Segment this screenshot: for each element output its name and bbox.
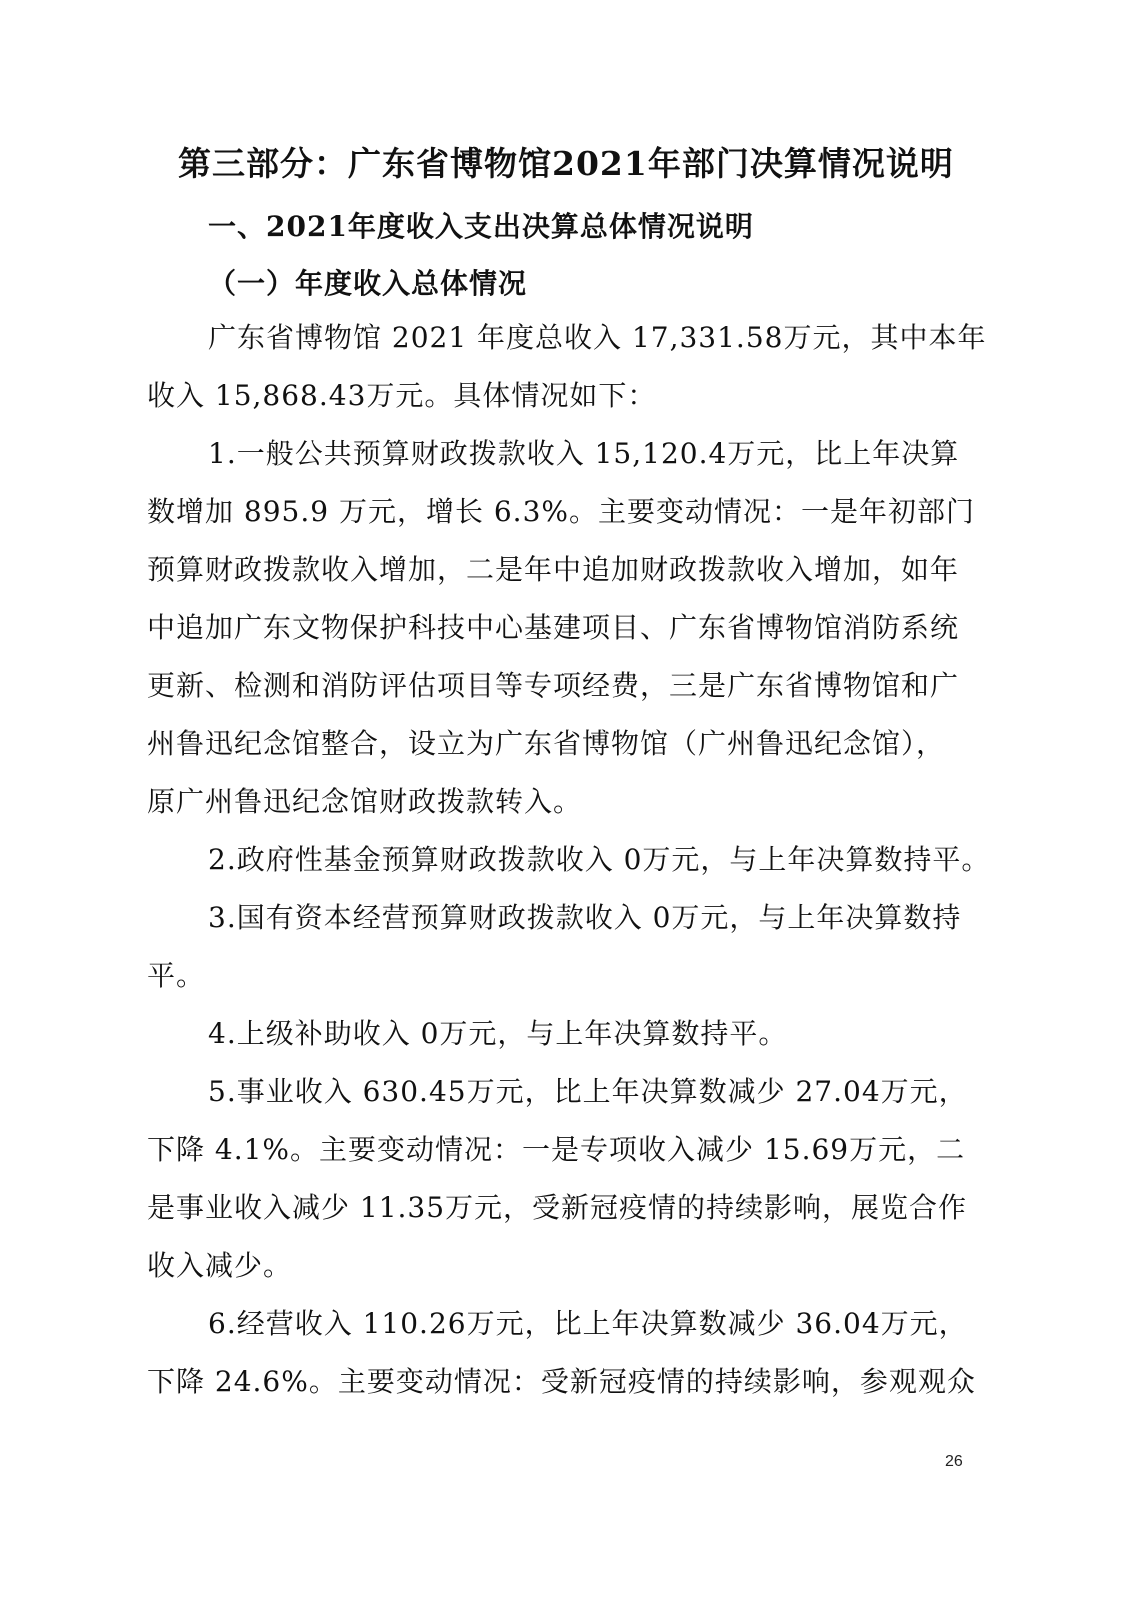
paragraph-line: 2.政府性基金预算财政拨款收入 0万元，与上年决算数持平。 bbox=[208, 843, 991, 876]
section-heading: 一、2021年度收入支出决算总体情况说明 bbox=[208, 210, 754, 243]
subsection-heading: （一）年度收入总体情况 bbox=[208, 267, 528, 300]
paragraph-line: 5.事业收入 630.45万元，比上年决算数减少 27.04万元， bbox=[208, 1075, 968, 1108]
page-number: 26 bbox=[945, 1453, 963, 1470]
document-title: 第三部分：广东省博物馆2021年部门决算情况说明 bbox=[178, 144, 954, 183]
paragraph-line: 中追加广东文物保护科技中心基建项目、广东省博物馆消防系统 bbox=[147, 611, 960, 644]
paragraph-line: 州鲁迅纪念馆整合，设立为广东省博物馆（广州鲁迅纪念馆）， bbox=[147, 727, 946, 760]
paragraph-line: 4.上级补助收入 0万元，与上年决算数持平。 bbox=[208, 1017, 788, 1050]
paragraph-line: 更新、检测和消防评估项目等专项经费，三是广东省博物馆和广 bbox=[147, 669, 960, 702]
paragraph-line: 预算财政拨款收入增加，二是年中追加财政拨款收入增加，如年 bbox=[147, 553, 960, 586]
paragraph-line: 广东省博物馆 2021 年度总收入 17,331.58万元，其中本年 bbox=[208, 321, 987, 354]
paragraph-line: 3.国有资本经营预算财政拨款收入 0万元，与上年决算数持 bbox=[208, 901, 962, 934]
paragraph-line: 收入减少。 bbox=[147, 1249, 293, 1282]
paragraph-line: 原广州鲁迅纪念馆财政拨款转入。 bbox=[147, 785, 583, 818]
paragraph-line: 平。 bbox=[147, 959, 206, 992]
paragraph-line: 1.一般公共预算财政拨款收入 15,120.4万元，比上年决算 bbox=[208, 437, 960, 470]
paragraph-line: 下降 4.1%。主要变动情况：一是专项收入减少 15.69万元，二 bbox=[147, 1133, 966, 1166]
paragraph-line: 下降 24.6%。主要变动情况：受新冠疫情的持续影响，参观观众 bbox=[147, 1365, 976, 1398]
paragraph-line: 数增加 895.9 万元，增长 6.3%。主要变动情况：一是年初部门 bbox=[147, 495, 975, 528]
paragraph-line: 是事业收入减少 11.35万元，受新冠疫情的持续影响，展览合作 bbox=[147, 1191, 968, 1224]
paragraph-line: 收入 15,868.43万元。具体情况如下： bbox=[147, 379, 657, 412]
paragraph-line: 6.经营收入 110.26万元，比上年决算数减少 36.04万元， bbox=[208, 1307, 968, 1340]
